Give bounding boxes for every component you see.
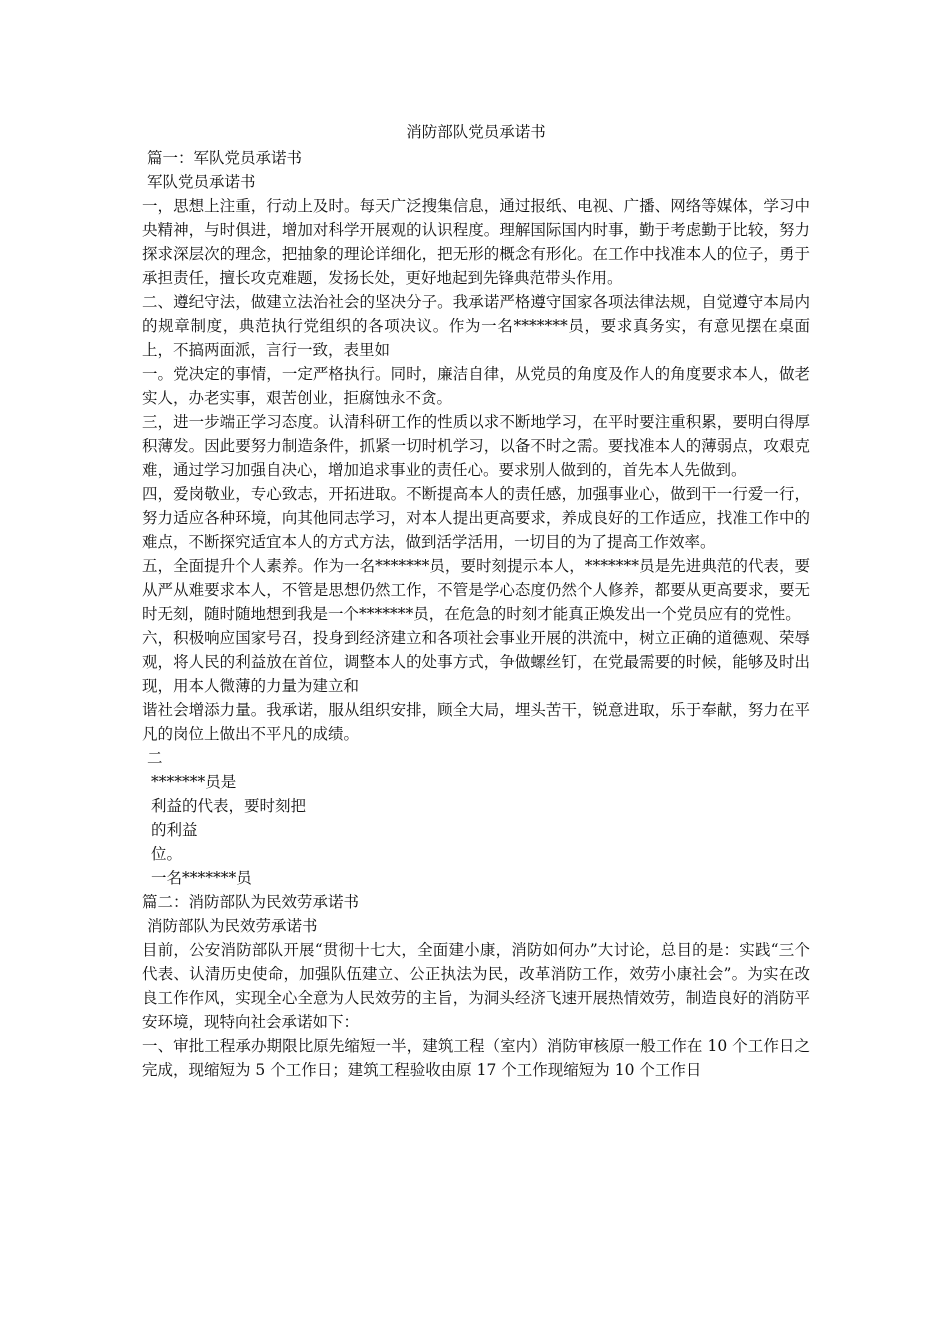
text-line: 消防部队为民效劳承诺书 xyxy=(147,917,318,935)
paragraph: 六，积极响应国家号召，投身到经济建立和各项社会事业开展的洪流中，树立正确的道德观、荣辱观，将人民的利益放在首位，调整本人的处事方式，争做螺丝钉，在党最需要的时候，能够及时出现，用本人微薄的力量为建立和 xyxy=(142,629,810,695)
text-line: 二 xyxy=(147,749,163,767)
text-line: 位。 xyxy=(151,845,183,863)
text-line: 利益的代表，要时刻把 xyxy=(151,797,307,815)
text-line: *******员是 xyxy=(151,773,237,791)
paragraph: 四，爱岗敬业，专心致志，开拓进取。不断提高本人的责任感，加强事业心，做到干一行爱一行，努力适应各种环境，向其他同志学习，对本人提出更高要求，养成良好的工作适应，找准工作中的难点，不断探究适宜本人的方式方法，做到活学活用，一切目的为了提高工作效率。 xyxy=(142,485,810,551)
paragraph: 目前，公安消防部队开展“贯彻十七大，全面建小康，消防如何办”大讨论，总目的是：实践“三个代表、认清历史使命，加强队伍建立、公正执法为民，改革消防工作，效劳小康社会”。为实在改良工作作风，实现全心全意为人民效劳的主旨，为洞头经济飞速开展热情效劳，制造良好的消防平安环境，现特向社会承诺如下： xyxy=(142,941,810,1031)
paragraph: 一，思想上注重，行动上及时。每天广泛搜集信息，通过报纸、电视、广播、网络等媒体，学习中央精神，与时俱进，增加对科学开展观的认识程度。理解国际国内时事，勤于考虑勤于比较，努力探求深层次的理念，把抽象的理论详细化，把无形的概念有形化。在工作中找准本人的位子，勇于承担责任，擅长攻克难题，发扬长处，更好地起到先锋典范带头作用。 xyxy=(142,197,810,287)
paragraph: 一。党决定的事情，一定严格执行。同时，廉洁自律，从党员的角度及作人的角度要求本人，做老实人，办老实事，艰苦创业，拒腐蚀永不贪。 xyxy=(142,365,810,407)
paragraph: 二、遵纪守法，做建立法治社会的坚决分子。我承诺严格遵守国家各项法律法规，自觉遵守本局内的规章制度，典范执行党组织的各项决议。作为一名*******员，要求真务实，有意见摆在桌面上，不搞两面派，言行一致，表里如 xyxy=(142,293,810,359)
text-line: 一名*******员 xyxy=(151,869,252,887)
text-line: 篇一：军队党员承诺书 xyxy=(147,149,303,167)
text-line: 军队党员承诺书 xyxy=(147,173,256,191)
text-line: 篇二：消防部队为民效劳承诺书 xyxy=(142,893,360,911)
document-body xyxy=(142,146,810,1082)
document-title: 消防部队党员承诺书 xyxy=(406,123,546,141)
paragraph: 一、审批工程承办期限比原先缩短一半，建筑工程（室内）消防审核原一般工作在 10 个工作日之完成，现缩短为 5 个工作日；建筑工程验收由原 17 个工作现缩短为 10 个工作日 xyxy=(142,1037,810,1079)
paragraph: 谐社会增添力量。我承诺，服从组织安排，顾全大局，埋头苦干，锐意进取，乐于奉献，努力在平凡的岗位上做出不平凡的成绩。 xyxy=(142,701,810,743)
paragraph: 三，进一步端正学习态度。认清科研工作的性质以求不断地学习，在平时要注重积累，要明白得厚积薄发。因此要努力制造条件，抓紧一切时机学习，以备不时之需。要找准本人的薄弱点，攻艰克难，通过学习加强自决心，增加追求事业的责任心。要求别人做到的，首先本人先做到。 xyxy=(142,413,810,479)
text-line: 的利益 xyxy=(151,821,198,839)
document-page xyxy=(142,120,810,1082)
paragraph: 五，全面提升个人素养。作为一名*******员，要时刻提示本人，*******员是先进典范的代表，要从严从难要求本人，不管是思想仍然工作，不管是学心态度仍然个人修养，都要从更高要求，要无时无刻，随时随地想到我是一个*******员，在危急的时刻才能真正焕发出一个党员应有的党性。 xyxy=(142,557,810,623)
